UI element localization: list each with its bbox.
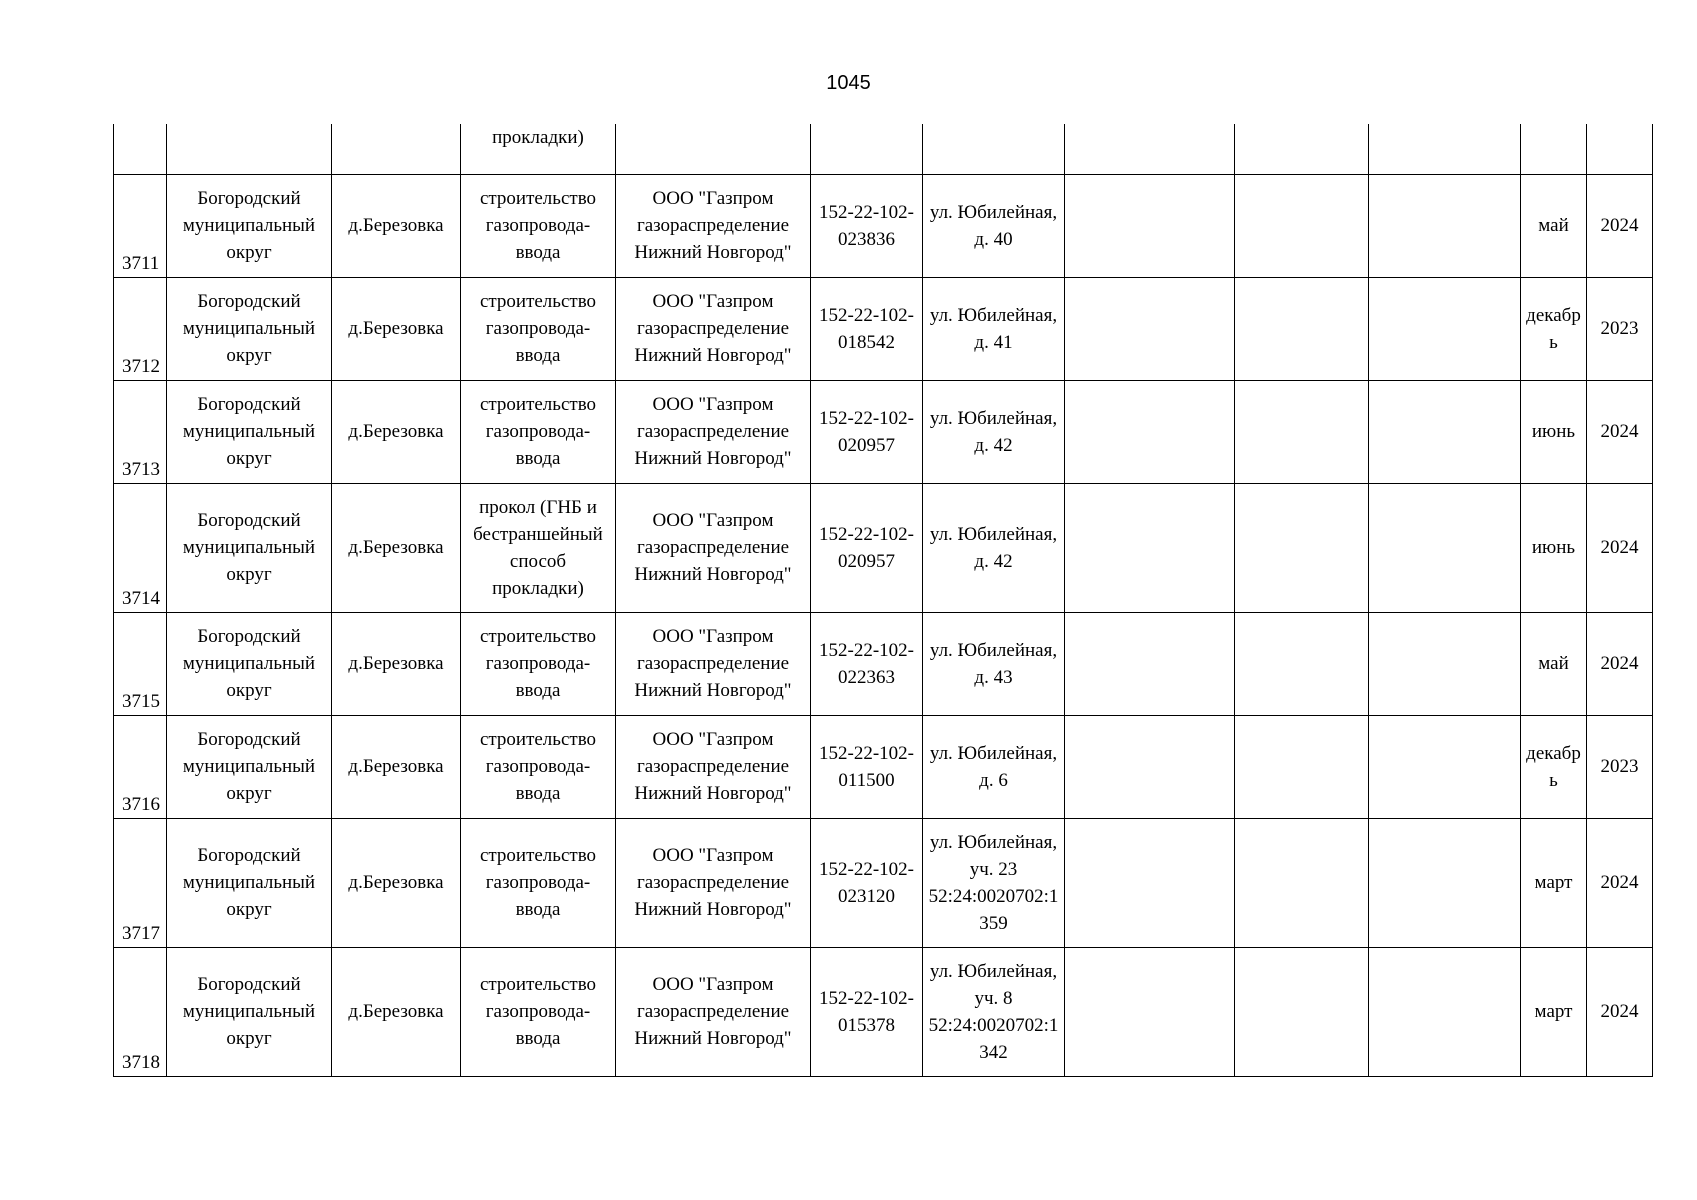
cell-address bbox=[923, 715, 1065, 818]
cell-line: ул. Юбилейная, bbox=[929, 201, 1058, 223]
cell-empty-1 bbox=[1065, 483, 1235, 612]
table-row bbox=[114, 483, 1653, 612]
cell-address bbox=[923, 380, 1065, 483]
cell-line: Нижний Новгород" bbox=[634, 680, 792, 701]
cell-code bbox=[811, 818, 923, 947]
cell-line: Нижний Новгород" bbox=[634, 448, 792, 469]
cell-line: 52:24:0020702:1 bbox=[928, 1014, 1059, 1036]
cell-year: 2024 bbox=[1587, 380, 1653, 483]
cell-line: газопровода- bbox=[485, 421, 591, 442]
cell-org bbox=[616, 715, 811, 818]
cell-line: Нижний Новгород" bbox=[634, 899, 792, 920]
cell-line: строительство bbox=[479, 845, 597, 866]
cell-month bbox=[1521, 612, 1587, 715]
cell-line: уч. 8 bbox=[974, 987, 1013, 1009]
cell-district bbox=[167, 483, 332, 612]
cell-district bbox=[167, 277, 332, 380]
cell-line: 018542 bbox=[838, 331, 895, 353]
cell-line: газопровода- bbox=[485, 318, 591, 339]
cell-line: газораспределение bbox=[636, 872, 790, 893]
cell-line: март bbox=[1534, 872, 1573, 893]
cell-line: ООО "Газпром bbox=[652, 974, 774, 995]
cell-line: ввода bbox=[515, 1028, 561, 1049]
cell-line: Богородский bbox=[197, 974, 301, 995]
cell-line: муниципальный bbox=[182, 318, 316, 339]
cell-line: ООО "Газпром bbox=[652, 291, 774, 312]
cell-empty-2 bbox=[1235, 380, 1369, 483]
cell-line: Богородский bbox=[197, 729, 301, 750]
cell-line: муниципальный bbox=[182, 421, 316, 442]
cell-address bbox=[923, 612, 1065, 715]
table-body bbox=[114, 124, 1653, 1076]
page-number: 1045 bbox=[826, 72, 871, 94]
cell-work bbox=[461, 174, 616, 277]
cell-org bbox=[616, 947, 811, 1076]
cell-empty-3 bbox=[1369, 277, 1521, 380]
cell-line: декабр bbox=[1526, 304, 1581, 326]
table-row bbox=[114, 612, 1653, 715]
cell-address bbox=[923, 124, 1065, 174]
cell-line: газораспределение bbox=[636, 653, 790, 674]
cell-org bbox=[616, 380, 811, 483]
cell-year: 2024 bbox=[1587, 483, 1653, 612]
cell-locality: д.Березовка bbox=[332, 380, 461, 483]
cell-year: 2024 bbox=[1587, 612, 1653, 715]
table-row bbox=[114, 947, 1653, 1076]
cell-line: Богородский bbox=[197, 291, 301, 312]
cell-empty-1 bbox=[1065, 174, 1235, 277]
cell-line: май bbox=[1538, 653, 1569, 674]
cell-line: газораспределение bbox=[636, 215, 790, 236]
cell-line: строительство bbox=[479, 394, 597, 415]
cell-empty-2 bbox=[1235, 715, 1369, 818]
cell-line: ь bbox=[1549, 331, 1558, 353]
cell-line: ул. Юбилейная, bbox=[929, 523, 1058, 545]
cell-num: 3718 bbox=[114, 947, 167, 1076]
cell-empty-1 bbox=[1065, 818, 1235, 947]
cell-empty-1 bbox=[1065, 715, 1235, 818]
cell-year bbox=[1587, 124, 1653, 174]
cell-empty-3 bbox=[1369, 483, 1521, 612]
cell-org bbox=[616, 277, 811, 380]
cell-work bbox=[461, 818, 616, 947]
cell-line: ввода bbox=[515, 242, 561, 263]
cell-line: округ bbox=[226, 680, 272, 701]
cell-month bbox=[1521, 715, 1587, 818]
cell-line: ул. Юбилейная, bbox=[929, 742, 1058, 764]
cell-line: Нижний Новгород" bbox=[634, 783, 792, 804]
cell-line: 020957 bbox=[838, 550, 895, 572]
cell-line: ООО "Газпром bbox=[652, 188, 774, 209]
table-row bbox=[114, 818, 1653, 947]
cell-district bbox=[167, 818, 332, 947]
cell-month bbox=[1521, 380, 1587, 483]
cell-line: 152-22-102- bbox=[819, 523, 914, 545]
cell-line: строительство bbox=[479, 291, 597, 312]
cell-line: 152-22-102- bbox=[819, 201, 914, 223]
cell-code bbox=[811, 277, 923, 380]
cell-line: 342 bbox=[979, 1041, 1008, 1063]
cell-line: Нижний Новгород" bbox=[634, 564, 792, 585]
cell-work bbox=[461, 380, 616, 483]
cell-work bbox=[461, 715, 616, 818]
cell-locality: д.Березовка bbox=[332, 483, 461, 612]
cell-empty-3 bbox=[1369, 715, 1521, 818]
cell-line: д. 42 bbox=[974, 550, 1013, 572]
cell-locality: д.Березовка bbox=[332, 174, 461, 277]
cell-line: газораспределение bbox=[636, 756, 790, 777]
cell-line: прокладки) bbox=[492, 577, 584, 599]
cell-locality: д.Березовка bbox=[332, 818, 461, 947]
cell-org bbox=[616, 124, 811, 174]
cell-line: способ bbox=[509, 550, 567, 572]
cell-empty-1 bbox=[1065, 380, 1235, 483]
cell-district bbox=[167, 174, 332, 277]
cell-line: ул. Юбилейная, bbox=[929, 407, 1058, 429]
cell-line: 359 bbox=[979, 912, 1008, 934]
cell-code bbox=[811, 612, 923, 715]
cell-work bbox=[461, 277, 616, 380]
cell-line: июнь bbox=[1531, 537, 1576, 558]
cell-code bbox=[811, 174, 923, 277]
cell-locality: д.Березовка bbox=[332, 612, 461, 715]
cell-num: 3714 bbox=[114, 483, 167, 612]
cell-year: 2024 bbox=[1587, 947, 1653, 1076]
cell-year: 2023 bbox=[1587, 277, 1653, 380]
cell-month bbox=[1521, 174, 1587, 277]
cell-line: Богородский bbox=[197, 510, 301, 531]
cell-line: бестраншейный bbox=[473, 523, 603, 545]
cell-line: ООО "Газпром bbox=[652, 845, 774, 866]
cell-line: 52:24:0020702:1 bbox=[928, 885, 1059, 907]
cell-line: ввода bbox=[515, 783, 561, 804]
cell-num: 3713 bbox=[114, 380, 167, 483]
cell-line: 015378 bbox=[838, 1014, 895, 1036]
cell-num: 3715 bbox=[114, 612, 167, 715]
cell-empty-3 bbox=[1369, 818, 1521, 947]
cell-line: д. 42 bbox=[974, 434, 1013, 456]
cell-month bbox=[1521, 483, 1587, 612]
cell-empty-2 bbox=[1235, 124, 1369, 174]
cell-district bbox=[167, 612, 332, 715]
cell-line: июнь bbox=[1531, 421, 1576, 442]
cell-line: газопровода- bbox=[485, 756, 591, 777]
cell-empty-2 bbox=[1235, 947, 1369, 1076]
cell-locality bbox=[332, 124, 461, 174]
cell-month bbox=[1521, 947, 1587, 1076]
cell-line: округ bbox=[226, 1028, 272, 1049]
cell-code bbox=[811, 124, 923, 174]
cell-line: муниципальный bbox=[182, 215, 316, 236]
cell-code bbox=[811, 947, 923, 1076]
cell-line: прокол (ГНБ и bbox=[479, 496, 597, 518]
cell-line: ь bbox=[1549, 769, 1558, 791]
cell-line: Богородский bbox=[197, 626, 301, 647]
cell-line: Богородский bbox=[197, 845, 301, 866]
cell-code bbox=[811, 483, 923, 612]
cell-line: округ bbox=[226, 564, 272, 585]
cell-line: газораспределение bbox=[636, 318, 790, 339]
cell-empty-1 bbox=[1065, 124, 1235, 174]
registry-table bbox=[113, 124, 1653, 1077]
cell-locality: д.Березовка bbox=[332, 715, 461, 818]
cell-org bbox=[616, 818, 811, 947]
cell-month bbox=[1521, 277, 1587, 380]
cell-line: ООО "Газпром bbox=[652, 394, 774, 415]
cell-line: строительство bbox=[479, 729, 597, 750]
cell-line: ООО "Газпром bbox=[652, 626, 774, 647]
table-row bbox=[114, 380, 1653, 483]
cell-line: округ bbox=[226, 242, 272, 263]
cell-line: газопровода- bbox=[485, 215, 591, 236]
cell-empty-3 bbox=[1369, 124, 1521, 174]
cell-line: март bbox=[1534, 1001, 1573, 1022]
cell-line: уч. 23 bbox=[969, 858, 1018, 880]
cell-line: 152-22-102- bbox=[819, 987, 914, 1009]
cell-line: декабр bbox=[1526, 742, 1581, 764]
cell-line: ввода bbox=[515, 345, 561, 366]
cell-line: Нижний Новгород" bbox=[634, 1028, 792, 1049]
cell-line: округ bbox=[226, 899, 272, 920]
cell-line: Богородский bbox=[197, 188, 301, 209]
cell-district bbox=[167, 715, 332, 818]
cell-address bbox=[923, 174, 1065, 277]
cell-line: округ bbox=[226, 345, 272, 366]
cell-empty-2 bbox=[1235, 818, 1369, 947]
cell-line: ул. Юбилейная, bbox=[929, 831, 1058, 853]
cell-work bbox=[461, 483, 616, 612]
cell-line: газопровода- bbox=[485, 872, 591, 893]
cell-line: 011500 bbox=[838, 769, 895, 791]
cell-work bbox=[461, 612, 616, 715]
cell-num: 3716 bbox=[114, 715, 167, 818]
cell-line: муниципальный bbox=[182, 872, 316, 893]
cell-empty-2 bbox=[1235, 174, 1369, 277]
cell-line: ввода bbox=[515, 448, 561, 469]
cell-line: муниципальный bbox=[182, 537, 316, 558]
cell-line: ввода bbox=[515, 680, 561, 701]
cell-line: газораспределение bbox=[636, 421, 790, 442]
cell-year: 2024 bbox=[1587, 174, 1653, 277]
cell-address bbox=[923, 277, 1065, 380]
cell-empty-2 bbox=[1235, 483, 1369, 612]
cell-address bbox=[923, 818, 1065, 947]
cell-line: округ bbox=[226, 783, 272, 804]
cell-line: газопровода- bbox=[485, 653, 591, 674]
cell-line: муниципальный bbox=[182, 1001, 316, 1022]
cell-line: д. 6 bbox=[979, 769, 1008, 791]
table-row-continuation bbox=[114, 124, 1653, 174]
cell-code bbox=[811, 380, 923, 483]
cell-empty-2 bbox=[1235, 277, 1369, 380]
cell-line: д. 43 bbox=[974, 666, 1013, 688]
cell-empty-1 bbox=[1065, 947, 1235, 1076]
cell-line: ул. Юбилейная, bbox=[929, 304, 1058, 326]
cell-line: Нижний Новгород" bbox=[634, 242, 792, 263]
cell-num: 3717 bbox=[114, 818, 167, 947]
cell-district bbox=[167, 947, 332, 1076]
cell-district bbox=[167, 124, 332, 174]
cell-empty-1 bbox=[1065, 277, 1235, 380]
cell-year: 2023 bbox=[1587, 715, 1653, 818]
table-row bbox=[114, 174, 1653, 277]
cell-line: ул. Юбилейная, bbox=[929, 960, 1058, 982]
cell-address bbox=[923, 947, 1065, 1076]
cell-line: 020957 bbox=[838, 434, 895, 456]
cell-line: строительство bbox=[479, 974, 597, 995]
cell-line: газораспределение bbox=[636, 1001, 790, 1022]
cell-line: строительство bbox=[479, 188, 597, 209]
cell-line: 023120 bbox=[838, 885, 895, 907]
cell-month bbox=[1521, 124, 1587, 174]
cell-empty-3 bbox=[1369, 612, 1521, 715]
cell-num bbox=[114, 124, 167, 174]
cell-line: Нижний Новгород" bbox=[634, 345, 792, 366]
cell-district bbox=[167, 380, 332, 483]
cell-line: ООО "Газпром bbox=[652, 510, 774, 531]
cell-line: д. 40 bbox=[974, 228, 1013, 250]
cell-code bbox=[811, 715, 923, 818]
cell-address bbox=[923, 483, 1065, 612]
cell-locality: д.Березовка bbox=[332, 947, 461, 1076]
cell-work: прокладки) bbox=[461, 124, 616, 174]
cell-empty-3 bbox=[1369, 947, 1521, 1076]
cell-line: 152-22-102- bbox=[819, 742, 914, 764]
cell-work bbox=[461, 947, 616, 1076]
cell-line: ул. Юбилейная, bbox=[929, 639, 1058, 661]
cell-empty-1 bbox=[1065, 612, 1235, 715]
cell-org bbox=[616, 174, 811, 277]
table-row bbox=[114, 277, 1653, 380]
cell-line: 022363 bbox=[838, 666, 895, 688]
cell-year: 2024 bbox=[1587, 818, 1653, 947]
cell-num: 3712 bbox=[114, 277, 167, 380]
cell-line: муниципальный bbox=[182, 756, 316, 777]
cell-line: ввода bbox=[515, 899, 561, 920]
cell-line: 023836 bbox=[838, 228, 895, 250]
cell-line: май bbox=[1538, 215, 1569, 236]
cell-line: 152-22-102- bbox=[819, 407, 914, 429]
cell-line: д. 41 bbox=[974, 331, 1013, 353]
cell-empty-2 bbox=[1235, 612, 1369, 715]
cell-line: Богородский bbox=[197, 394, 301, 415]
cell-empty-3 bbox=[1369, 174, 1521, 277]
cell-line: 152-22-102- bbox=[819, 858, 914, 880]
cell-line: округ bbox=[226, 448, 272, 469]
cell-line: ООО "Газпром bbox=[652, 729, 774, 750]
cell-line: газораспределение bbox=[636, 537, 790, 558]
cell-empty-3 bbox=[1369, 380, 1521, 483]
cell-line: муниципальный bbox=[182, 653, 316, 674]
cell-locality: д.Березовка bbox=[332, 277, 461, 380]
cell-line: 152-22-102- bbox=[819, 639, 914, 661]
table-row bbox=[114, 715, 1653, 818]
cell-org bbox=[616, 612, 811, 715]
cell-org bbox=[616, 483, 811, 612]
cell-line: 152-22-102- bbox=[819, 304, 914, 326]
cell-line: газопровода- bbox=[485, 1001, 591, 1022]
cell-line: строительство bbox=[479, 626, 597, 647]
cell-num: 3711 bbox=[114, 174, 167, 277]
cell-month bbox=[1521, 818, 1587, 947]
